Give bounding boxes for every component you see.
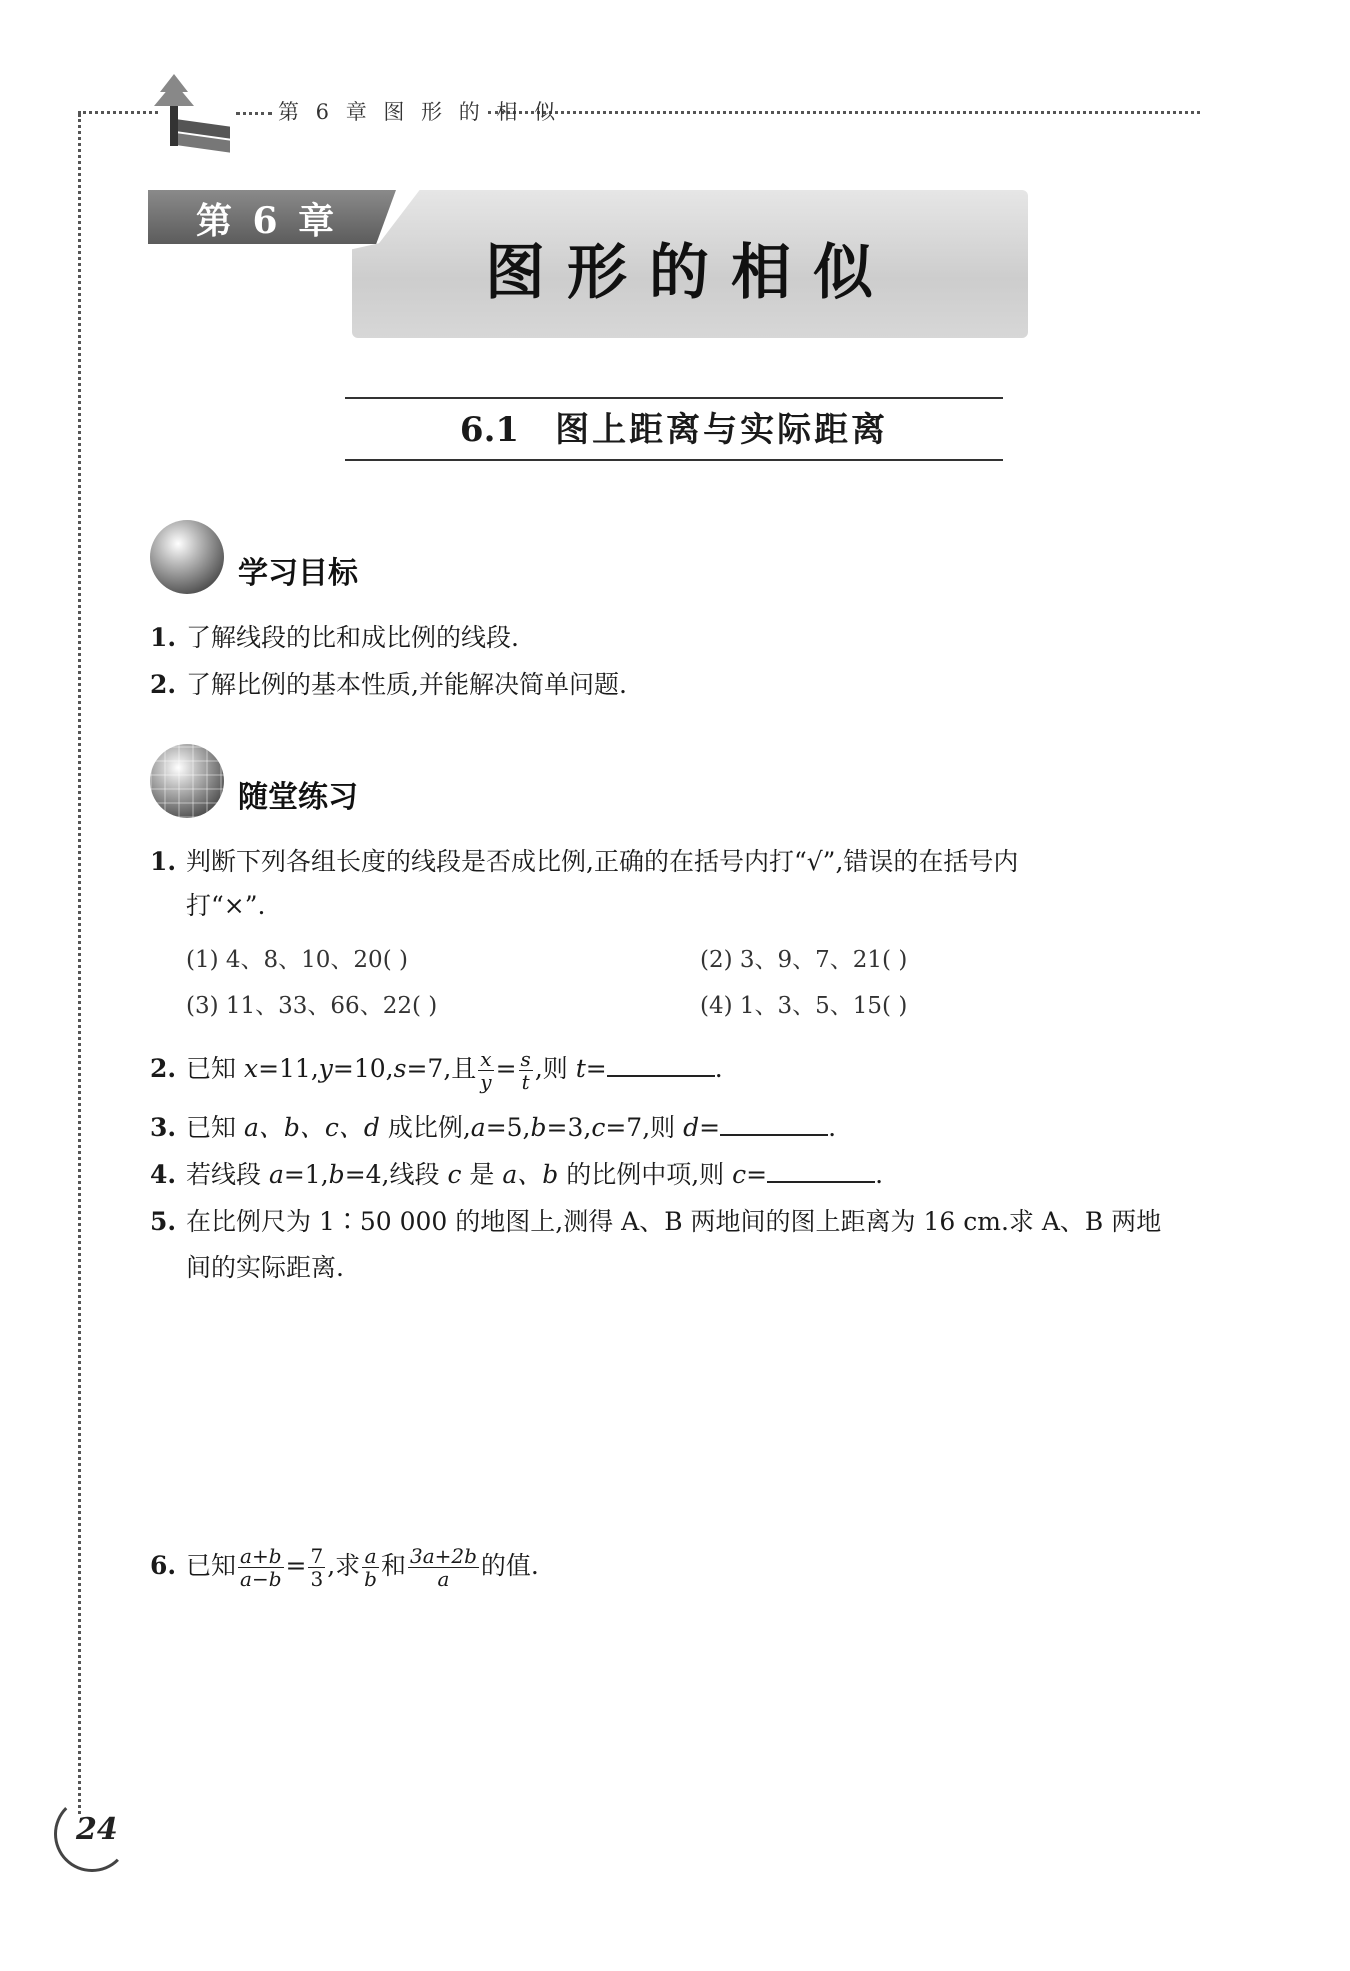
question-1-cont: 打“×”.: [186, 891, 266, 920]
section-rule-bottom: [345, 459, 1003, 461]
section-name: 图上距离与实际距离: [555, 410, 889, 450]
fraction-x-over-y: $\frac{x}{y}$: [480, 1047, 492, 1094]
question-4: 4. 若线段 a=1,b=4,线段 c 是 a、b 的比例中项,则 c= .: [150, 1160, 884, 1189]
question-3: 3. 已知 a、b、c、d 成比例,a=5,b=3,c=7,则 d= .: [150, 1113, 837, 1142]
chapter-label: 第 6 章: [196, 200, 339, 242]
fraction-3a-plus-2b-over-a: $\frac{3a+2b}{a}$: [409, 1544, 477, 1591]
objectives-heading: 学习目标: [238, 556, 358, 591]
fraction-a-plus-b-over-a-minus-b: $\frac{a+b}{a-b}$: [240, 1544, 282, 1591]
question-5: 5. 在比例尺为 1∶50 000 的地图上,测得 A、B 两地间的图上距离为 16 cm.求 A、B 两地: [150, 1207, 1162, 1236]
fraction-7-over-3: $\frac{7}{3}$: [310, 1544, 324, 1591]
globe-icon: [150, 520, 224, 594]
section-number: 6.1: [459, 410, 520, 450]
question-6: 6. 已知 $\frac{a+b}{a-b}$ = $\frac{7}{3}$ ,求 $\frac{a}{b}$ 和 $\frac{3a+2b}{a}$ 的值.: [150, 1544, 539, 1591]
globe-grid-icon: [150, 744, 224, 818]
question-2: 2. 已知 x=11,y=10,s=7,且 $\frac{x}{y}$ = $\frac{s}{t}$ ,则 t= .: [150, 1047, 723, 1094]
answer-blank[interactable]: [767, 1159, 875, 1183]
fraction-s-over-t: $\frac{s}{t}$: [520, 1047, 531, 1094]
section-rule-top: [345, 397, 1003, 399]
page-border-left: [78, 114, 81, 1814]
books-tree-logo: [140, 66, 240, 156]
q1-option-3: (3) 11、33、66、22( ): [186, 993, 438, 1019]
answer-blank[interactable]: [720, 1112, 828, 1136]
q1-option-2: (2) 3、9、7、21( ): [700, 947, 908, 973]
chapter-title: 图形的相似: [485, 238, 895, 308]
objective-item: 1. 了解线段的比和成比例的线段.: [150, 623, 519, 652]
q1-option-4: (4) 1、3、5、15( ): [700, 993, 908, 1019]
objective-item: 2. 了解比例的基本性质,并能解决简单问题.: [150, 670, 627, 699]
header-dots: [236, 112, 272, 115]
section-title: [345, 402, 1003, 451]
page-number: 24: [76, 1812, 118, 1847]
question-5-cont: 间的实际距离.: [186, 1253, 344, 1282]
header-rule: [488, 111, 1200, 114]
practice-heading: 随堂练习: [238, 780, 358, 815]
fraction-a-over-b: $\frac{a}{b}$: [364, 1544, 377, 1591]
q1-option-1: (1) 4、8、10、20( ): [186, 947, 408, 973]
running-header: 第 6 章 图 形 的 相 似: [278, 100, 561, 124]
question-1: 1. 判断下列各组长度的线段是否成比例,正确的在括号内打“√”,错误的在括号内: [150, 847, 1019, 876]
answer-blank[interactable]: [607, 1053, 715, 1077]
